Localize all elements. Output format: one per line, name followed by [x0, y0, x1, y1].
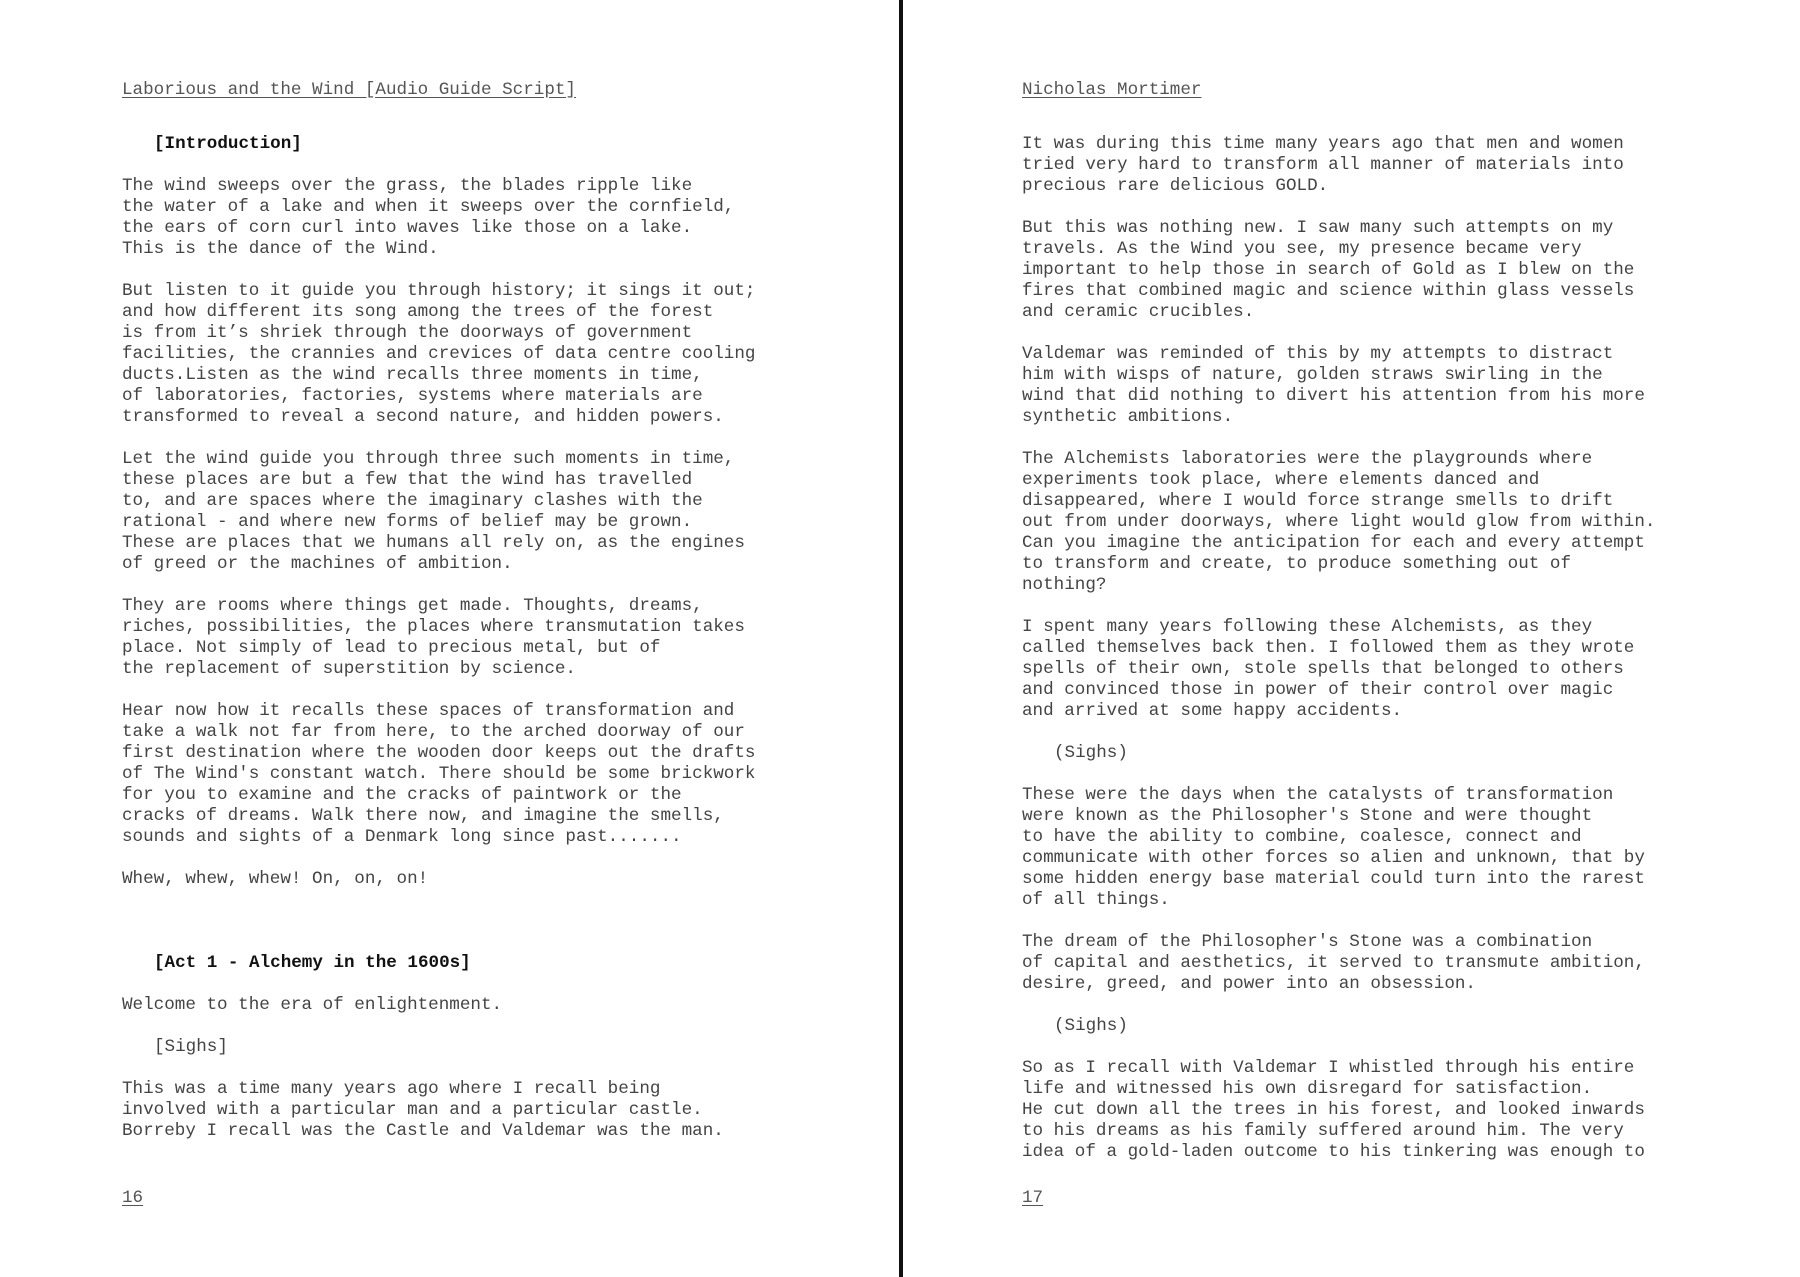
left-page-body — [122, 134, 842, 1142]
left-page — [0, 0, 899, 1277]
paragraph: These were the days when the catalysts of transformation were known as the Philosopher's Stone and were thought to have the ability to combine, coalesce, connect and communicate with other forces so alien and unknown, that by some hidden energy base material could turn into the rarest of all things. — [1022, 785, 1645, 910]
paragraph: It was during this time many years ago that men and women tried very hard to transform all manner of materials into precious rare delicious GOLD. — [1022, 134, 1624, 196]
running-header-author: Nicholas Mortimer — [1022, 80, 1202, 100]
section-heading-introduction: [Introduction] — [154, 134, 302, 154]
stage-direction: (Sighs) — [1054, 743, 1128, 763]
paragraph: But this was nothing new. I saw many such attempts on my travels. As the Wind you see, my presence became very important to help those in search of Gold as I blew on the fires that combined magic and science within glass vessels and ceramic crucibles. — [1022, 218, 1635, 322]
paragraph: Let the wind guide you through three such moments in time, these places are but a few that the wind has travelled to, and are spaces where the imaginary clashes with the rational - and where new forms of belief may be grown. These are places that we humans all rely on, as the engines of greed or the machines of ambition. — [122, 449, 745, 574]
paragraph: Hear now how it recalls these spaces of transformation and take a walk not far from here, to the arched doorway of our first destination where the wooden door keeps out the drafts of The Wind's constant watch. There should be some brickwork for you to examine and the cracks of paintwork or the cracks of dreams. Walk there now, and imagine the smells, sounds and sights of a Denmark long since past....... — [122, 701, 756, 847]
paragraph: The dream of the Philosopher's Stone was a combination of capital and aesthetics, it served to transmute ambition, desire, greed, and power into an obsession. — [1022, 932, 1645, 994]
paragraph: Valdemar was reminded of this by my attempts to distract him with wisps of nature, golden straws swirling in the wind that did nothing to divert his attention from his more synthetic ambitions. — [1022, 344, 1645, 427]
page-number: 16 — [122, 1188, 144, 1208]
stage-direction: (Sighs) — [1054, 1016, 1128, 1036]
right-page-body — [1022, 134, 1762, 1163]
stage-direction: [Sighs] — [154, 1037, 228, 1057]
paragraph: I spent many years following these Alchemists, as they called themselves back then. I followed them as they wrote spells of their own, stole spells that belonged to others and convinced those in power of their control over magic and arrived at some happy accidents. — [1022, 617, 1635, 721]
paragraph: So as I recall with Valdemar I whistled through his entire life and witnessed his own disregard for satisfaction. He cut down all the trees in his forest, and looked inwards to his dreams as his family suffered around him. The very idea of a gold-laden outcome to his tinkering was enough to — [1022, 1058, 1645, 1162]
paragraph: Welcome to the era of enlightenment. — [122, 995, 503, 1015]
paragraph: But listen to it guide you through history; it sings it out; and how different its song among the trees of the forest is from it’s shriek through the doorways of government facilities, the crannies and crevices of data centre cooling ducts.Listen as the wind recalls three moments in time, of laboratories, factories, systems where materials are transformed to reveal a second nature, and hidden powers. — [122, 281, 756, 427]
section-heading-act-1: [Act 1 - Alchemy in the 1600s] — [154, 953, 471, 973]
right-page — [903, 0, 1800, 1277]
paragraph: Whew, whew, whew! On, on, on! — [122, 869, 429, 889]
paragraph: They are rooms where things get made. Thoughts, dreams, riches, possibilities, the places where transmutation takes place. Not simply of lead to precious metal, but of the replacement of superstition by science. — [122, 596, 745, 679]
running-header-title: Laborious and the Wind [Audio Guide Script] — [122, 80, 576, 100]
paragraph: The wind sweeps over the grass, the blades ripple like the water of a lake and when it sweeps over the cornfield, the ears of corn curl into waves like those on a lake. This is the dance of the Wind. — [122, 176, 735, 259]
paragraph: The Alchemists laboratories were the playgrounds where experiments took place, where elements danced and disappeared, where I would force strange smells to drift out from under doorways, where light would glow from within. Can you imagine the anticipation for each and every attempt to transform and create, to produce something out of nothing? — [1022, 449, 1656, 595]
page-number: 17 — [1022, 1188, 1044, 1208]
paragraph: This was a time many years ago where I recall being involved with a particular man and a particular castle. Borreby I recall was the Castle and Valdemar was the man. — [122, 1079, 724, 1141]
